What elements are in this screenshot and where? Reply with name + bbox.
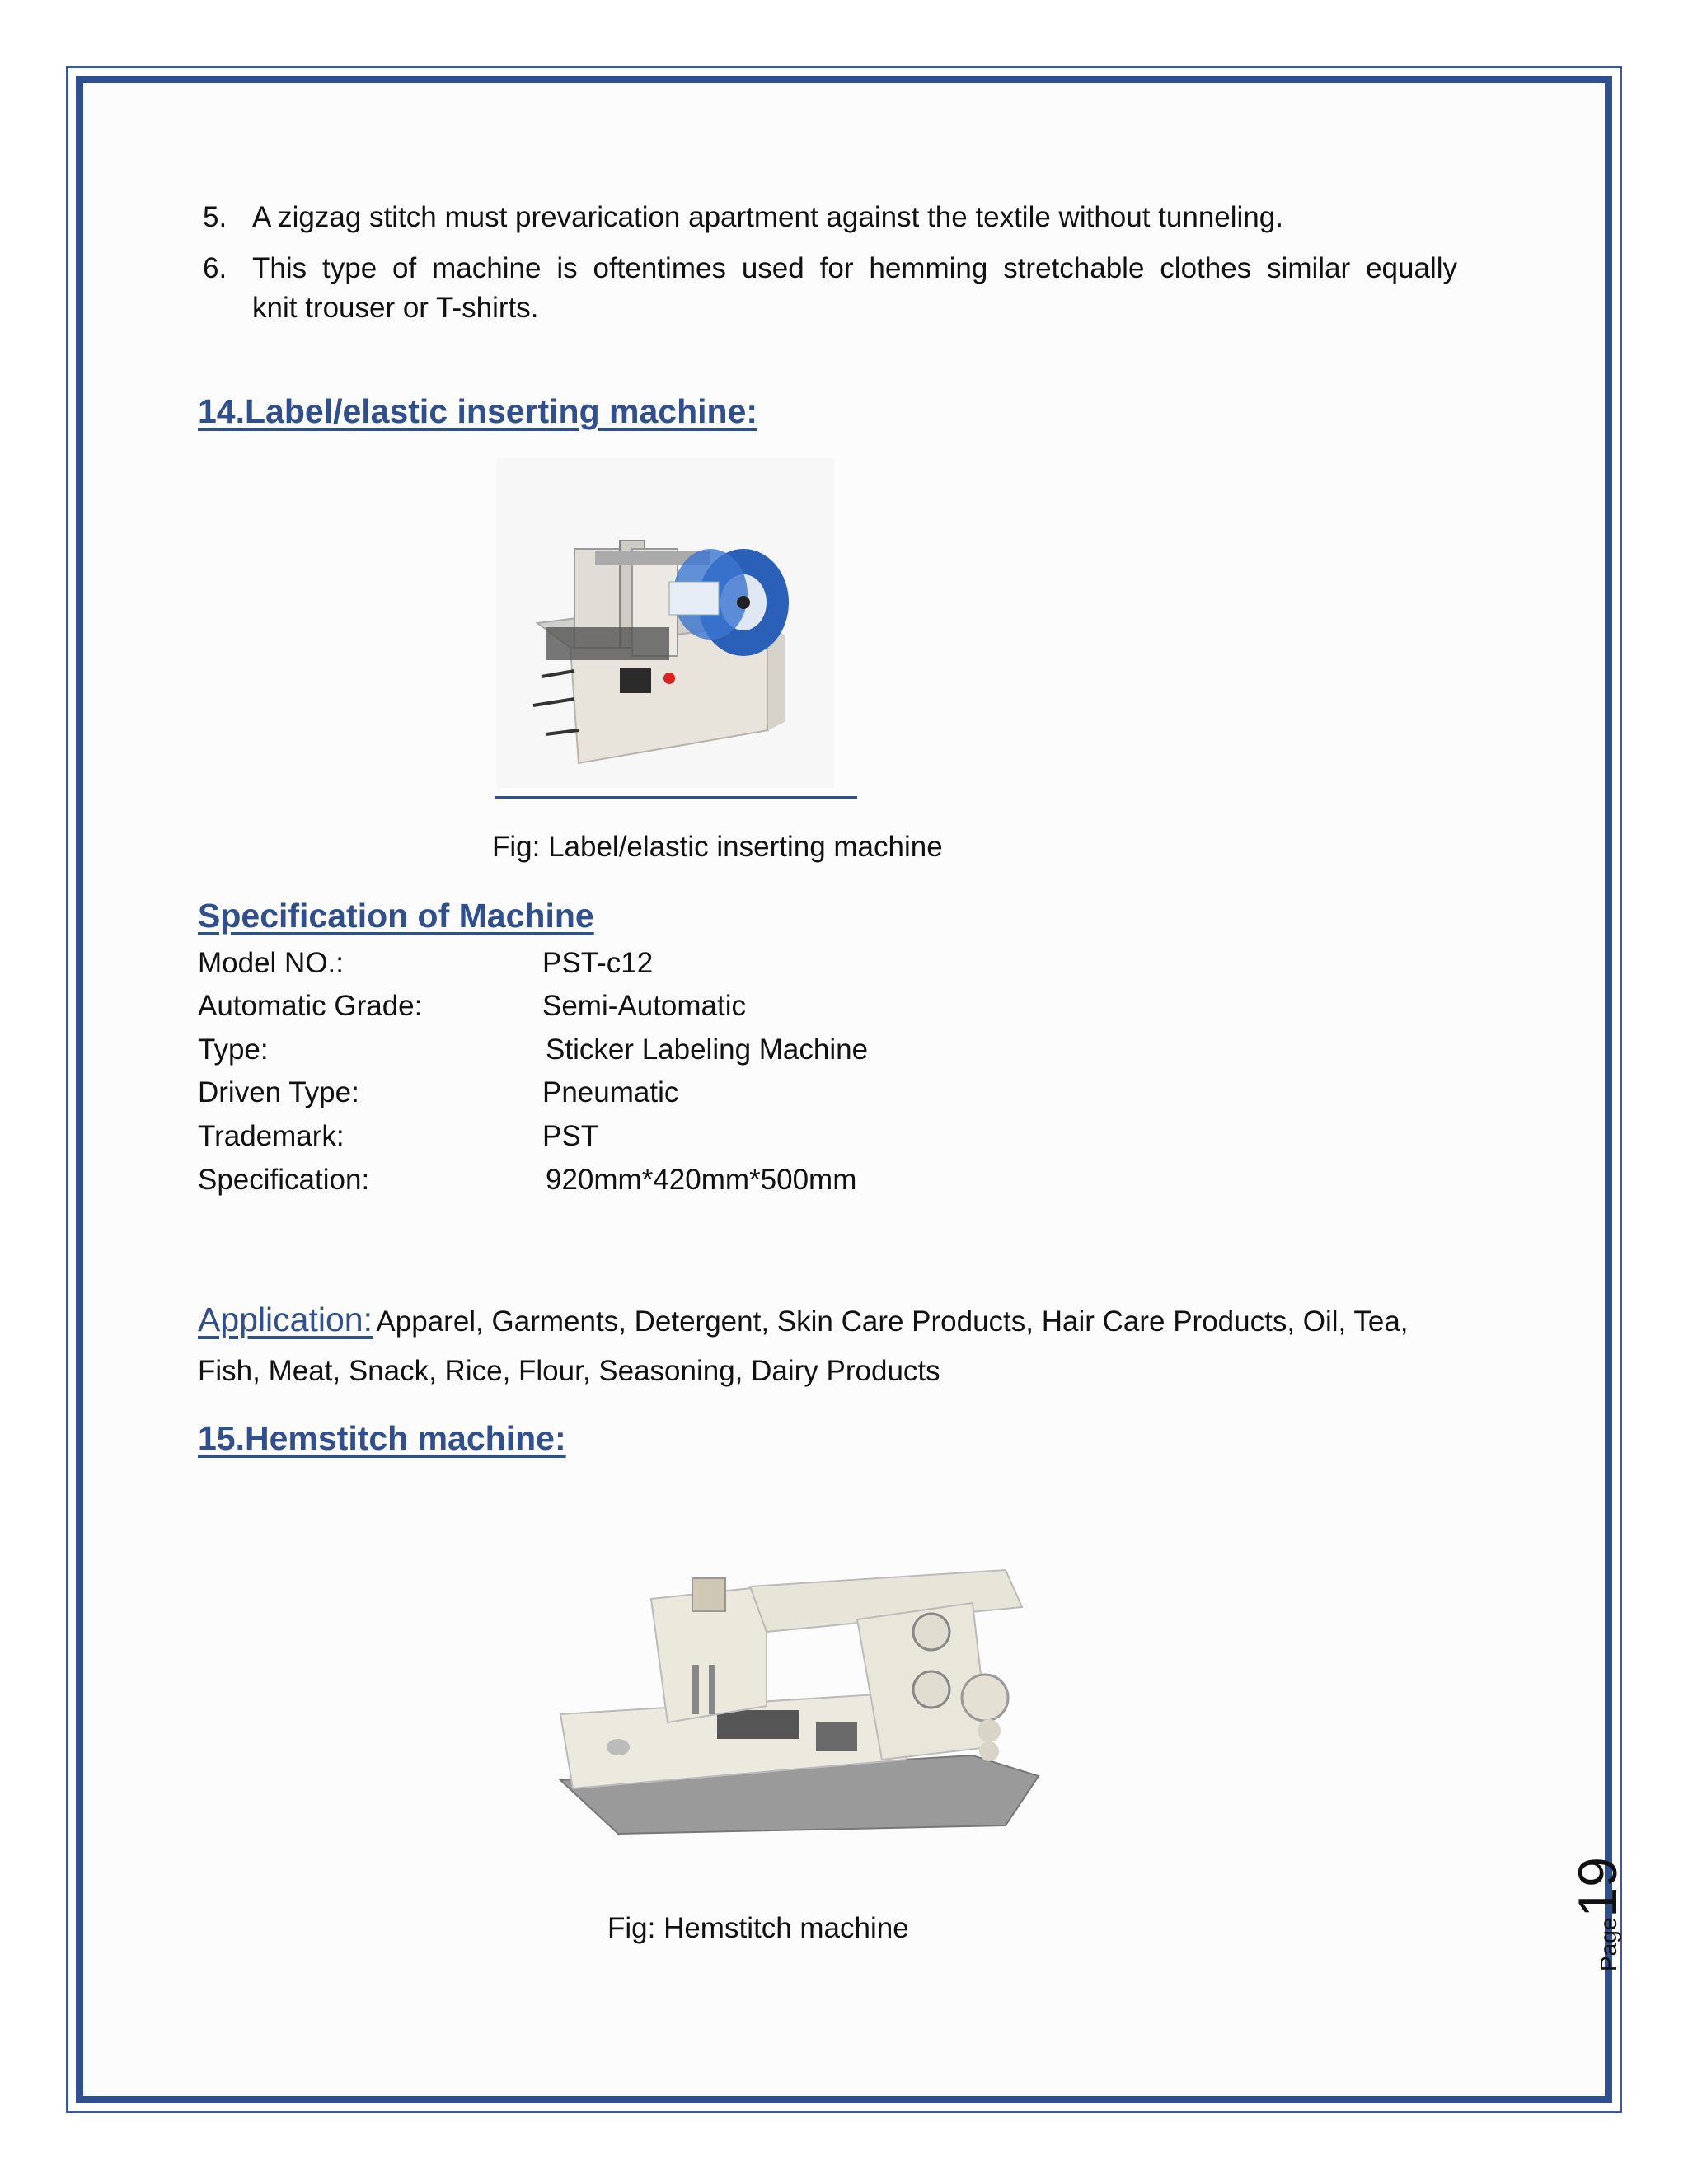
spec-value-specification: 920mm*420mm*500mm bbox=[546, 1164, 857, 1196]
page-word: Page bbox=[1596, 1917, 1621, 1971]
list-item-6-line2: knit trouser or T-shirts. bbox=[252, 292, 539, 324]
spec-label-specification: Specification: bbox=[198, 1164, 370, 1196]
hemstitch-machine-image bbox=[544, 1541, 1055, 1846]
spec-label-automatic-grade: Automatic Grade: bbox=[198, 990, 423, 1022]
figure-rule bbox=[495, 796, 857, 799]
figure-caption-hemstitch-machine: Fig: Hemstitch machine bbox=[607, 1912, 909, 1944]
spec-value-type: Sticker Labeling Machine bbox=[546, 1033, 869, 1066]
list-item-5-text: A zigzag stitch must prevarication apartment against the textile without tunneling. bbox=[252, 201, 1283, 233]
spec-value-automatic-grade: Semi-Automatic bbox=[542, 990, 747, 1022]
spec-value-driven-type: Pneumatic bbox=[542, 1076, 679, 1108]
spec-value-model: PST-c12 bbox=[542, 947, 654, 979]
section-15-heading: 15.Hemstitch machine: bbox=[198, 1419, 566, 1457]
spec-label-trademark: Trademark: bbox=[198, 1120, 345, 1152]
spec-value-trademark: PST bbox=[542, 1120, 599, 1152]
list-number-6: 6. bbox=[203, 252, 227, 284]
spec-label-type: Type: bbox=[198, 1033, 269, 1066]
application-label: Application: bbox=[198, 1301, 373, 1338]
section-14-heading: 14.Label/elastic inserting machine: bbox=[198, 392, 758, 430]
page-number-value: 19 bbox=[1567, 1857, 1628, 1918]
spec-label-driven-type: Driven Type: bbox=[198, 1076, 359, 1108]
application-text-line2: Fish, Meat, Snack, Rice, Flour, Seasoning, Dairy Products bbox=[198, 1355, 940, 1387]
spec-label-model: Model NO.: bbox=[198, 947, 344, 979]
page-number bbox=[1566, 1840, 1628, 1971]
figure-caption-label-machine: Fig: Label/elastic inserting machine bbox=[492, 831, 943, 863]
specification-heading: Specification of Machine bbox=[198, 897, 594, 935]
list-item-6-line1: This type of machine is oftentimes used for hemming stretchable clothes similar equally bbox=[252, 252, 1457, 284]
list-number-5: 5. bbox=[203, 201, 227, 233]
application-text-line1: Apparel, Garments, Detergent, Skin Care Products, Hair Care Products, Oil, Tea, bbox=[376, 1305, 1409, 1338]
label-machine-image bbox=[496, 458, 834, 788]
application-line1 bbox=[198, 1301, 1409, 1339]
